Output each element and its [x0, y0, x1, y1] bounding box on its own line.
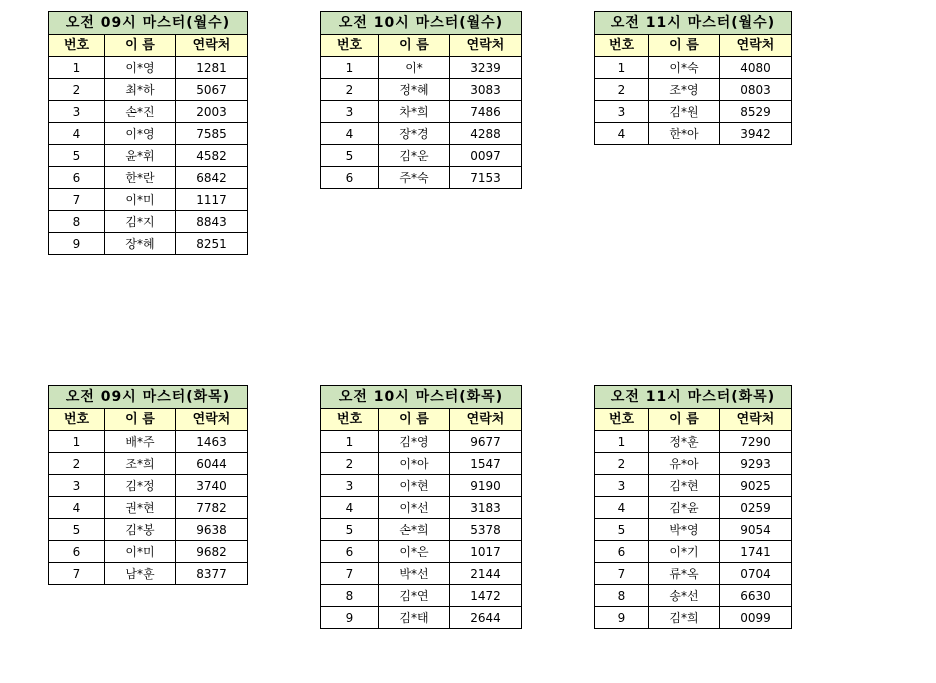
table-row[interactable]: [595, 101, 792, 123]
header-no: 번호: [595, 409, 649, 431]
cell-no[interactable]: 9: [321, 607, 379, 629]
table-row[interactable]: [49, 57, 248, 79]
table-title: 오전 11시 마스터(월수): [595, 12, 792, 35]
cell-name[interactable]: 권*현: [105, 497, 176, 519]
table-title: 오전 10시 마스터(월수): [321, 12, 522, 35]
table-title: 오전 10시 마스터(화목): [321, 386, 522, 409]
header-contact: 연락처: [720, 409, 792, 431]
table-row[interactable]: [49, 101, 248, 123]
schedule-table-0900-mon-wed: [48, 11, 248, 255]
cell-no[interactable]: 5: [321, 145, 379, 167]
cell-no[interactable]: 2: [321, 79, 379, 101]
table-row[interactable]: [321, 497, 522, 519]
cell-no[interactable]: 6: [321, 541, 379, 563]
cell-no[interactable]: 4: [595, 123, 649, 145]
cell-no[interactable]: 4: [321, 497, 379, 519]
header-contact: 연락처: [450, 35, 522, 57]
table-row[interactable]: [321, 167, 522, 189]
table-row[interactable]: [49, 145, 248, 167]
cell-no[interactable]: 5: [49, 519, 105, 541]
cell-no[interactable]: 3: [321, 101, 379, 123]
cell-contact[interactable]: 9025: [720, 475, 792, 497]
header-no: 번호: [321, 409, 379, 431]
table-row[interactable]: [595, 607, 792, 629]
cell-name[interactable]: 정*혜: [379, 79, 450, 101]
cell-contact[interactable]: 6842: [176, 167, 248, 189]
cell-name[interactable]: 조*희: [105, 453, 176, 475]
table-row[interactable]: [595, 475, 792, 497]
cell-name[interactable]: 최*하: [105, 79, 176, 101]
table-row[interactable]: [595, 57, 792, 79]
cell-no[interactable]: 5: [321, 519, 379, 541]
schedule-table-1100-mon-wed: [594, 11, 792, 145]
cell-name[interactable]: 김*윤: [649, 497, 720, 519]
cell-name[interactable]: 이*숙: [649, 57, 720, 79]
cell-contact[interactable]: 8251: [176, 233, 248, 255]
cell-no[interactable]: 7: [49, 189, 105, 211]
table-row[interactable]: [595, 123, 792, 145]
table-row[interactable]: [595, 79, 792, 101]
cell-name[interactable]: 김*태: [379, 607, 450, 629]
cell-name[interactable]: 김*연: [379, 585, 450, 607]
table-row[interactable]: [49, 123, 248, 145]
cell-no[interactable]: 2: [595, 79, 649, 101]
cell-contact[interactable]: 6630: [720, 585, 792, 607]
cell-contact[interactable]: 7585: [176, 123, 248, 145]
table-row[interactable]: [49, 563, 248, 585]
cell-no[interactable]: 7: [595, 563, 649, 585]
table-row[interactable]: [49, 541, 248, 563]
cell-no[interactable]: 2: [49, 79, 105, 101]
cell-name[interactable]: 김*지: [105, 211, 176, 233]
cell-no[interactable]: 8: [49, 211, 105, 233]
cell-no[interactable]: 3: [49, 101, 105, 123]
cell-name[interactable]: 김*현: [649, 475, 720, 497]
cell-no[interactable]: 2: [49, 453, 105, 475]
cell-contact[interactable]: 2003: [176, 101, 248, 123]
table-row[interactable]: [321, 79, 522, 101]
cell-contact[interactable]: 2644: [450, 607, 522, 629]
cell-name[interactable]: 주*숙: [379, 167, 450, 189]
cell-contact[interactable]: 1472: [450, 585, 522, 607]
cell-contact[interactable]: 1547: [450, 453, 522, 475]
header-no: 번호: [595, 35, 649, 57]
cell-contact[interactable]: 1017: [450, 541, 522, 563]
table-row[interactable]: [321, 453, 522, 475]
cell-name[interactable]: 손*희: [379, 519, 450, 541]
schedule-table-1100-tue-thu: [594, 385, 792, 629]
header-name: 이 름: [105, 35, 176, 57]
cell-no[interactable]: 1: [321, 431, 379, 453]
cell-name[interactable]: 한*란: [105, 167, 176, 189]
schedule-table-1000-mon-wed: [320, 11, 522, 189]
table-row[interactable]: [49, 453, 248, 475]
cell-no[interactable]: 2: [595, 453, 649, 475]
cell-no[interactable]: 5: [595, 519, 649, 541]
header-contact: 연락처: [176, 35, 248, 57]
table-row[interactable]: [595, 431, 792, 453]
cell-contact[interactable]: 7486: [450, 101, 522, 123]
table-row[interactable]: [49, 475, 248, 497]
header-no: 번호: [49, 35, 105, 57]
cell-contact[interactable]: 7290: [720, 431, 792, 453]
schedule-table-0900-tue-thu: [48, 385, 248, 585]
cell-name[interactable]: 이*아: [379, 453, 450, 475]
cell-name[interactable]: 박*선: [379, 563, 450, 585]
table-row[interactable]: [321, 57, 522, 79]
cell-name[interactable]: 이*: [379, 57, 450, 79]
cell-no[interactable]: 9: [49, 233, 105, 255]
cell-contact[interactable]: 3083: [450, 79, 522, 101]
cell-contact[interactable]: 3942: [720, 123, 792, 145]
cell-contact[interactable]: 1463: [176, 431, 248, 453]
table-row[interactable]: [321, 585, 522, 607]
cell-contact[interactable]: 4582: [176, 145, 248, 167]
cell-no[interactable]: 5: [49, 145, 105, 167]
cell-name[interactable]: 이*기: [649, 541, 720, 563]
cell-name[interactable]: 배*주: [105, 431, 176, 453]
cell-no[interactable]: 4: [321, 123, 379, 145]
header-contact: 연락처: [450, 409, 522, 431]
cell-no[interactable]: 6: [321, 167, 379, 189]
cell-contact[interactable]: 7153: [450, 167, 522, 189]
table-row[interactable]: [49, 497, 248, 519]
cell-name[interactable]: 김*영: [379, 431, 450, 453]
table-row[interactable]: [321, 519, 522, 541]
table-row[interactable]: [595, 519, 792, 541]
cell-contact[interactable]: 9682: [176, 541, 248, 563]
cell-no[interactable]: 7: [321, 563, 379, 585]
cell-no[interactable]: 4: [49, 497, 105, 519]
cell-no[interactable]: 1: [49, 57, 105, 79]
cell-contact[interactable]: 5067: [176, 79, 248, 101]
cell-name[interactable]: 한*아: [649, 123, 720, 145]
header-contact: 연락처: [176, 409, 248, 431]
table-row[interactable]: [595, 585, 792, 607]
table-row[interactable]: [321, 541, 522, 563]
cell-contact[interactable]: 0704: [720, 563, 792, 585]
table-row[interactable]: [321, 563, 522, 585]
header-name: 이 름: [379, 35, 450, 57]
cell-contact[interactable]: 9638: [176, 519, 248, 541]
cell-contact[interactable]: 9677: [450, 431, 522, 453]
table-row[interactable]: [595, 453, 792, 475]
table-row[interactable]: [49, 211, 248, 233]
cell-name[interactable]: 조*영: [649, 79, 720, 101]
cell-no[interactable]: 1: [595, 431, 649, 453]
table-row[interactable]: [49, 519, 248, 541]
table-row[interactable]: [321, 431, 522, 453]
cell-name[interactable]: 이*미: [105, 541, 176, 563]
header-no: 번호: [49, 409, 105, 431]
table-row[interactable]: [49, 431, 248, 453]
cell-no[interactable]: 8: [595, 585, 649, 607]
cell-contact[interactable]: 9190: [450, 475, 522, 497]
cell-no[interactable]: 9: [595, 607, 649, 629]
table-row[interactable]: [49, 167, 248, 189]
cell-name[interactable]: 송*선: [649, 585, 720, 607]
cell-contact[interactable]: 3183: [450, 497, 522, 519]
cell-name[interactable]: 김*봉: [105, 519, 176, 541]
cell-name[interactable]: 이*영: [105, 123, 176, 145]
table-row[interactable]: [49, 79, 248, 101]
table-row[interactable]: [595, 563, 792, 585]
cell-name[interactable]: 이*미: [105, 189, 176, 211]
cell-contact[interactable]: 7782: [176, 497, 248, 519]
cell-contact[interactable]: 8529: [720, 101, 792, 123]
table-row[interactable]: [321, 607, 522, 629]
cell-no[interactable]: 3: [595, 101, 649, 123]
cell-contact[interactable]: 0803: [720, 79, 792, 101]
cell-no[interactable]: 2: [321, 453, 379, 475]
cell-no[interactable]: 4: [595, 497, 649, 519]
table-row[interactable]: [49, 189, 248, 211]
cell-no[interactable]: 4: [49, 123, 105, 145]
header-no: 번호: [321, 35, 379, 57]
cell-name[interactable]: 이*현: [379, 475, 450, 497]
cell-name[interactable]: 김*정: [105, 475, 176, 497]
cell-contact[interactable]: 1117: [176, 189, 248, 211]
cell-no[interactable]: 1: [49, 431, 105, 453]
cell-name[interactable]: 박*영: [649, 519, 720, 541]
table-row[interactable]: [595, 497, 792, 519]
cell-name[interactable]: 차*희: [379, 101, 450, 123]
cell-contact[interactable]: 3740: [176, 475, 248, 497]
header-contact: 연락처: [720, 35, 792, 57]
table-title: 오전 11시 마스터(화목): [595, 386, 792, 409]
cell-contact[interactable]: 0097: [450, 145, 522, 167]
cell-name[interactable]: 남*훈: [105, 563, 176, 585]
cell-contact[interactable]: 3239: [450, 57, 522, 79]
cell-no[interactable]: 3: [595, 475, 649, 497]
cell-no[interactable]: 8: [321, 585, 379, 607]
table-row[interactable]: [321, 101, 522, 123]
cell-contact[interactable]: 4288: [450, 123, 522, 145]
cell-contact[interactable]: 2144: [450, 563, 522, 585]
cell-no[interactable]: 6: [49, 167, 105, 189]
cell-contact[interactable]: 9293: [720, 453, 792, 475]
cell-contact[interactable]: 9054: [720, 519, 792, 541]
cell-no[interactable]: 3: [321, 475, 379, 497]
cell-contact[interactable]: 0259: [720, 497, 792, 519]
cell-no[interactable]: 7: [49, 563, 105, 585]
cell-name[interactable]: 장*경: [379, 123, 450, 145]
cell-contact[interactable]: 5378: [450, 519, 522, 541]
cell-contact[interactable]: 4080: [720, 57, 792, 79]
cell-contact[interactable]: 0099: [720, 607, 792, 629]
cell-name[interactable]: 이*영: [105, 57, 176, 79]
cell-name[interactable]: 이*은: [379, 541, 450, 563]
table-row[interactable]: [321, 475, 522, 497]
cell-no[interactable]: 1: [321, 57, 379, 79]
schedule-table-1000-tue-thu: [320, 385, 522, 629]
cell-contact[interactable]: 1741: [720, 541, 792, 563]
table-row[interactable]: [595, 541, 792, 563]
table-row[interactable]: [49, 233, 248, 255]
cell-name[interactable]: 김*운: [379, 145, 450, 167]
cell-contact[interactable]: 1281: [176, 57, 248, 79]
cell-no[interactable]: 1: [595, 57, 649, 79]
cell-name[interactable]: 김*희: [649, 607, 720, 629]
cell-no[interactable]: 6: [595, 541, 649, 563]
cell-name[interactable]: 장*혜: [105, 233, 176, 255]
cell-name[interactable]: 손*진: [105, 101, 176, 123]
cell-name[interactable]: 유*아: [649, 453, 720, 475]
cell-no[interactable]: 3: [49, 475, 105, 497]
header-name: 이 름: [379, 409, 450, 431]
header-name: 이 름: [649, 35, 720, 57]
table-title: 오전 09시 마스터(화목): [49, 386, 248, 409]
cell-contact[interactable]: 8377: [176, 563, 248, 585]
cell-name[interactable]: 정*훈: [649, 431, 720, 453]
cell-contact[interactable]: 8843: [176, 211, 248, 233]
table-row[interactable]: [321, 123, 522, 145]
cell-name[interactable]: 윤*휘: [105, 145, 176, 167]
cell-contact[interactable]: 6044: [176, 453, 248, 475]
cell-name[interactable]: 류*옥: [649, 563, 720, 585]
header-name: 이 름: [649, 409, 720, 431]
table-title: 오전 09시 마스터(월수): [49, 12, 248, 35]
header-name: 이 름: [105, 409, 176, 431]
cell-no[interactable]: 6: [49, 541, 105, 563]
table-row[interactable]: [321, 145, 522, 167]
cell-name[interactable]: 이*선: [379, 497, 450, 519]
cell-name[interactable]: 김*원: [649, 101, 720, 123]
